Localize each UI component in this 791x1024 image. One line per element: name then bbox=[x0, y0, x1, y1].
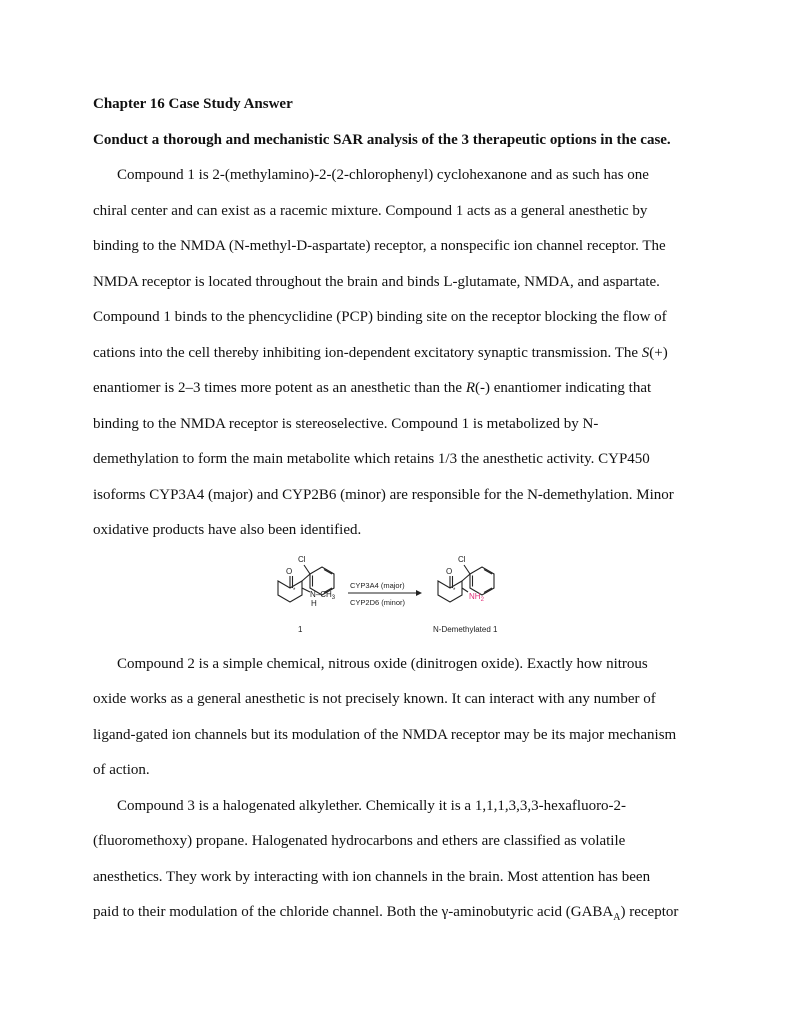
metabolism-scheme-figure bbox=[268, 548, 528, 640]
p1-line-9: demethylation to form the main metabolite which retains 1/3 the anesthetic activity. CYP450 bbox=[93, 451, 650, 467]
p2-line-2: oxide works as a general anesthetic is not precisely known. It can interact with any number of bbox=[93, 691, 656, 707]
n-demethylated-label: N-Demethylated 1 bbox=[433, 625, 498, 634]
p1-line-10: isoforms CYP3A4 (major) and CYP2B6 (minor) are responsible for the N-demethylation. Minor bbox=[93, 487, 674, 503]
oxygen-label-2: O bbox=[446, 567, 453, 576]
p1-line-6: cations into the cell thereby inhibiting ion-dependent excitatory synaptic transmission. The S(+) bbox=[93, 345, 668, 361]
p1-line-2: chiral center and can exist as a racemic mixture. Compound 1 acts as a general anesthetic by bbox=[93, 203, 648, 219]
s-enantiomer-label: S bbox=[641, 345, 650, 361]
enzyme-minor-label: CYP2D6 (minor) bbox=[350, 598, 406, 607]
p2-line-4: of action. bbox=[93, 762, 150, 778]
p2-line-1: Compound 2 is a simple chemical, nitrous oxide (dinitrogen oxide). Exactly how nitrous bbox=[117, 656, 648, 672]
chiral-center-marker-2: * bbox=[453, 588, 456, 594]
cl-label-2: Cl bbox=[458, 555, 466, 564]
p3-line-1: Compound 3 is a halogenated alkylether. Chemically it is a 1,1,1,3,3,3-hexafluoro-2- bbox=[117, 798, 627, 814]
p1-line-11: oxidative products have also been identified. bbox=[93, 522, 362, 538]
p1-line-5: Compound 1 binds to the phencyclidine (PCP) binding site on the receptor blocking the flow of bbox=[93, 309, 667, 325]
p1-line-3: binding to the NMDA (N-methyl-D-aspartate) receptor, a nonspecific ion channel receptor. The bbox=[93, 238, 666, 254]
p3-line-4: paid to their modulation of the chloride channel. Both the γ-aminobutyric acid $(GABA_A)$ receptor bbox=[93, 904, 679, 923]
enzyme-major-label: CYP3A4 (major) bbox=[350, 581, 405, 590]
p3-line-3: anesthetics. They work by interacting with ion channels in the brain. Most attention has been bbox=[93, 869, 651, 885]
chiral-center-marker-1: * bbox=[293, 588, 296, 594]
cl-label-1: Cl bbox=[298, 555, 306, 564]
p1-line-7: enantiomer is 2–3 times more potent as an anesthetic than the R(-) enantiomer indicating that bbox=[93, 380, 652, 396]
chapter-title: Chapter 16 Case Study Answer bbox=[93, 96, 293, 112]
compound-1-label: 1 bbox=[298, 625, 303, 634]
p1-line-1: Compound 1 is 2-(methylamino)-2-(2-chlorophenyl) cyclohexanone and as such has one bbox=[117, 167, 649, 183]
nch3-label: $N-CH_3$ bbox=[310, 590, 336, 601]
r-enantiomer-label: R bbox=[465, 380, 475, 396]
p1-line-4: NMDA receptor is located throughout the brain and binds L-glutamate, NMDA, and aspartate. bbox=[93, 274, 660, 290]
nh2-label: $NH_2$ bbox=[469, 592, 484, 603]
h-label: H bbox=[311, 599, 317, 608]
p2-line-3: ligand-gated ion channels but its modulation of the NMDA receptor may be its major mechanism bbox=[93, 727, 677, 743]
p1-line-8: binding to the NMDA receptor is stereoselective. Compound 1 is metabolized by N- bbox=[93, 416, 599, 432]
oxygen-label-1: O bbox=[286, 567, 293, 576]
p3-line-2: (fluoromethoxy) propane. Halogenated hydrocarbons and ethers are classified as volatile bbox=[93, 833, 626, 849]
arrow-head-icon bbox=[416, 590, 422, 596]
question-heading: Conduct a thorough and mechanistic SAR analysis of the 3 therapeutic options in the case. bbox=[93, 132, 671, 148]
